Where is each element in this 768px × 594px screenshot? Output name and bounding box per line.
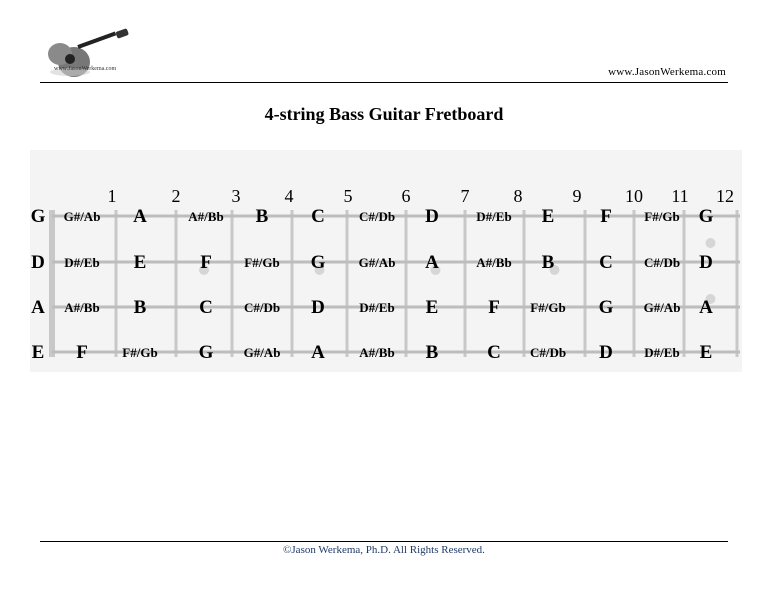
inlay-marker <box>706 238 716 248</box>
note-label: C <box>311 206 325 227</box>
fret-number: 10 <box>625 186 643 206</box>
fret-number: 12 <box>716 186 734 206</box>
note-label: D <box>599 342 613 363</box>
footer-copyright: ©Jason Werkema, Ph.D. All Rights Reserved. <box>283 544 485 556</box>
fret-number: 6 <box>401 186 411 206</box>
note-label: A#/Bb <box>476 255 512 270</box>
fret-number: 11 <box>671 186 689 206</box>
note-label: D#/Eb <box>359 300 395 315</box>
fret-number: 4 <box>284 186 294 206</box>
note-label: D <box>425 206 439 227</box>
note-label: A#/Bb <box>359 345 395 360</box>
note-label: E <box>699 342 713 363</box>
note-label: F#/Gb <box>244 255 280 270</box>
note-label: A#/Bb <box>64 300 100 315</box>
note-label: A <box>133 206 147 227</box>
note-label: C <box>199 297 213 318</box>
note-label: C <box>599 252 613 273</box>
note-label: E <box>425 297 439 318</box>
note-label: F <box>200 252 212 273</box>
note-label: F#/Gb <box>122 345 158 360</box>
note-label: G <box>598 297 614 318</box>
note-label: B <box>133 297 147 318</box>
note-label: F#/Gb <box>530 300 566 315</box>
note-label: G <box>198 342 214 363</box>
page-title: 4-string Bass Guitar Fretboard <box>264 104 504 124</box>
note-label: C#/Db <box>358 209 396 224</box>
note-label: D#/Eb <box>644 345 680 360</box>
fret-number: 2 <box>171 186 181 206</box>
open-string-label: A <box>31 297 45 318</box>
fret-number: 7 <box>460 186 470 206</box>
fret-number: 9 <box>572 186 582 206</box>
note-label: C#/Db <box>643 255 681 270</box>
open-string-label: E <box>31 342 45 363</box>
note-label: G <box>310 252 326 273</box>
note-label: F <box>600 206 612 227</box>
note-label: B <box>425 342 439 363</box>
note-label: A <box>311 342 325 363</box>
note-label: G#/Ab <box>63 209 101 224</box>
logo-caption: www.JasonWerkema.com <box>54 66 117 72</box>
fret-number: 1 <box>107 186 117 206</box>
site-url: www.JasonWerkema.com <box>608 66 726 78</box>
note-label: A <box>699 297 713 318</box>
open-string-label: G <box>30 206 46 227</box>
footer-rule <box>40 541 728 542</box>
note-label: G <box>698 206 714 227</box>
note-label: C#/Db <box>529 345 567 360</box>
note-label: E <box>541 206 555 227</box>
note-label: F <box>488 297 500 318</box>
note-label: G#/Ab <box>643 300 681 315</box>
note-label: B <box>255 206 269 227</box>
note-label: F <box>76 342 88 363</box>
note-label: C <box>487 342 501 363</box>
note-label: A <box>425 252 439 273</box>
fret-number: 5 <box>343 186 353 206</box>
fret-number: 3 <box>231 186 241 206</box>
note-label: A#/Bb <box>188 209 224 224</box>
note-label: F#/Gb <box>644 209 680 224</box>
note-label: D <box>699 252 713 273</box>
note-label: E <box>133 252 147 273</box>
note-label: C#/Db <box>243 300 281 315</box>
open-string-label: D <box>31 252 45 273</box>
note-label: D#/Eb <box>476 209 512 224</box>
note-label: D <box>311 297 325 318</box>
fret-number: 8 <box>513 186 523 206</box>
note-label: G#/Ab <box>243 345 281 360</box>
note-label: G#/Ab <box>358 255 396 270</box>
note-label: B <box>541 252 555 273</box>
note-label: D#/Eb <box>64 255 100 270</box>
